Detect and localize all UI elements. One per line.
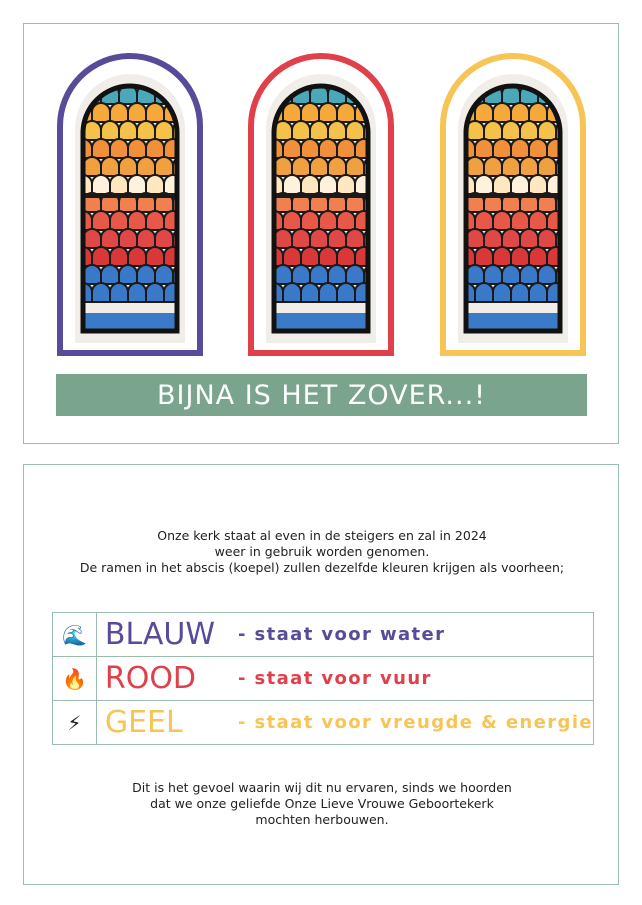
glass-pane [101, 157, 119, 176]
glass-pane [511, 103, 529, 122]
glass-pane [283, 211, 301, 230]
glass-pane [529, 247, 547, 266]
glass-pane [283, 283, 301, 302]
glass-pane [520, 265, 538, 284]
glass-pane [292, 121, 310, 140]
glass-pane [319, 139, 337, 158]
glass-pane [529, 103, 547, 122]
glass-pane [128, 139, 146, 158]
closing-line: Dit is het gevoel waarin wij dit nu ervaren, sinds we hoorden [132, 780, 512, 795]
glass-pane [484, 265, 502, 284]
bottom-card [23, 464, 619, 885]
glass-pane [538, 121, 556, 140]
glass-pane [520, 157, 538, 176]
glass-pane [110, 175, 128, 194]
glass-pane [511, 283, 529, 302]
glass-pane [328, 121, 346, 140]
glass-pane [301, 103, 319, 122]
color-word-yellow: GEEL [104, 705, 183, 740]
glass-pane [274, 229, 292, 248]
glass-pane [475, 211, 493, 230]
glass-pane [274, 265, 292, 284]
glass-pane [128, 283, 146, 302]
glass-pane [529, 175, 547, 194]
glass-pane [119, 265, 137, 284]
glass-pane [475, 139, 493, 158]
glass-pane [83, 157, 101, 176]
glass-pane [292, 157, 310, 176]
glass-pane [511, 175, 529, 194]
glass-pane [155, 265, 173, 284]
glass-pane [128, 103, 146, 122]
glass-pane [328, 157, 346, 176]
glass-pane [301, 211, 319, 230]
glass-pane [511, 247, 529, 266]
glass-pane [520, 121, 538, 140]
stained-glass-window-red [246, 51, 396, 357]
glass-pane [101, 121, 119, 140]
glass-pane [155, 121, 173, 140]
glass-pane [283, 139, 301, 158]
glass-pane [119, 229, 137, 248]
glass-pane [101, 265, 119, 284]
color-description-red: - staat voor vuur [237, 668, 432, 689]
glass-pane [520, 229, 538, 248]
glass-pane [155, 157, 173, 176]
color-description-blue: - staat voor water [237, 624, 446, 645]
glass-pane [146, 211, 164, 230]
glass-pane [475, 247, 493, 266]
closing-line: mochten herbouwen. [255, 812, 389, 827]
glass-pane [328, 265, 346, 284]
color-meaning-table [52, 612, 594, 745]
glass-pane [310, 229, 328, 248]
color-word-red: ROOD [104, 661, 197, 696]
color-description-yellow: - staat voor vreugde & energie [237, 712, 593, 733]
glass-pane [319, 247, 337, 266]
glass-pane [502, 229, 520, 248]
glass-pane [146, 175, 164, 194]
glass-pane [110, 283, 128, 302]
intro-line: De ramen in het abscis (koepel) zullen dezelfde kleuren krijgen als voorheen; [79, 560, 565, 575]
glass-pane [146, 103, 164, 122]
glass-pane [502, 157, 520, 176]
glass-pane [301, 139, 319, 158]
glass-pane [337, 103, 355, 122]
glass-pane [110, 211, 128, 230]
glass-pane [292, 229, 310, 248]
intro-line: Onze kerk staat al even in de steigers en zal in 2024 [157, 528, 487, 543]
glass-pane [538, 265, 556, 284]
glass-pane [119, 157, 137, 176]
glass-pane [337, 139, 355, 158]
glass-pane [475, 103, 493, 122]
glass-pane [128, 175, 146, 194]
glass-pane [475, 283, 493, 302]
glass-pane [128, 247, 146, 266]
glass-pane [346, 265, 364, 284]
glass-pane [493, 139, 511, 158]
glass-pane [466, 157, 484, 176]
glass-pane [538, 229, 556, 248]
stained-glass-window-blue [55, 51, 205, 357]
glass-pane [493, 175, 511, 194]
glass-pane [110, 247, 128, 266]
glass-pane [283, 247, 301, 266]
glass-pane [529, 283, 547, 302]
glass-pane [310, 265, 328, 284]
glass-pane [511, 139, 529, 158]
glass-pane [346, 121, 364, 140]
glass-pane [137, 121, 155, 140]
water-band [466, 313, 560, 331]
closing-text [24, 780, 620, 828]
glass-pane [301, 175, 319, 194]
glass-pane [337, 247, 355, 266]
color-word-blue: BLAUW [104, 617, 215, 652]
glass-pane [319, 211, 337, 230]
glass-pane [301, 247, 319, 266]
wave-icon: 🌊 [53, 613, 97, 657]
water-band [83, 313, 177, 331]
glass-pane [92, 139, 110, 158]
intro-text [24, 528, 620, 576]
glass-pane [466, 265, 484, 284]
glass-pane [119, 121, 137, 140]
glass-pane [137, 265, 155, 284]
color-row-red [53, 657, 594, 701]
glass-pane [292, 265, 310, 284]
glass-pane [310, 121, 328, 140]
glass-pane [538, 157, 556, 176]
glass-pane [337, 283, 355, 302]
glass-pane [346, 157, 364, 176]
glass-pane [475, 175, 493, 194]
glass-pane [466, 229, 484, 248]
fire-icon: 🔥 [53, 657, 97, 701]
top-card [23, 23, 619, 444]
glass-pane [493, 211, 511, 230]
closing-line: dat we onze geliefde Onze Lieve Vrouwe Geboortekerk [150, 796, 494, 811]
color-row-yellow [53, 701, 594, 745]
glass-pane [493, 283, 511, 302]
stained-glass-window-yellow [438, 51, 588, 357]
glass-pane [146, 139, 164, 158]
glass-pane [502, 265, 520, 284]
glass-pane [128, 211, 146, 230]
glass-pane [83, 265, 101, 284]
water-band [274, 313, 368, 331]
glass-pane [101, 229, 119, 248]
glass-pane [319, 103, 337, 122]
glass-pane [283, 103, 301, 122]
glass-pane [484, 121, 502, 140]
glass-pane [529, 211, 547, 230]
color-row-blue [53, 613, 594, 657]
glass-pane [92, 175, 110, 194]
glass-pane [484, 229, 502, 248]
glass-pane [92, 103, 110, 122]
glass-pane [92, 211, 110, 230]
glass-pane [319, 283, 337, 302]
glass-pane [493, 247, 511, 266]
glass-pane [137, 229, 155, 248]
glass-pane [529, 139, 547, 158]
glass-pane [493, 103, 511, 122]
announcement-banner: BIJNA IS HET ZOVER...! [56, 374, 587, 416]
glass-pane [274, 157, 292, 176]
glass-pane [155, 229, 173, 248]
glass-pane [337, 175, 355, 194]
glass-pane [110, 139, 128, 158]
lightning-icon: ⚡ [53, 701, 97, 745]
glass-pane [502, 121, 520, 140]
glass-pane [301, 283, 319, 302]
glass-pane [283, 175, 301, 194]
intro-line: weer in gebruik worden genomen. [214, 544, 430, 559]
glass-pane [110, 103, 128, 122]
glass-pane [511, 211, 529, 230]
glass-pane [146, 283, 164, 302]
glass-pane [92, 283, 110, 302]
glass-pane [310, 157, 328, 176]
glass-pane [328, 229, 346, 248]
glass-pane [92, 247, 110, 266]
glass-pane [484, 157, 502, 176]
glass-pane [319, 175, 337, 194]
glass-pane [137, 157, 155, 176]
glass-pane [83, 229, 101, 248]
glass-pane [146, 247, 164, 266]
glass-pane [337, 211, 355, 230]
glass-pane [346, 229, 364, 248]
